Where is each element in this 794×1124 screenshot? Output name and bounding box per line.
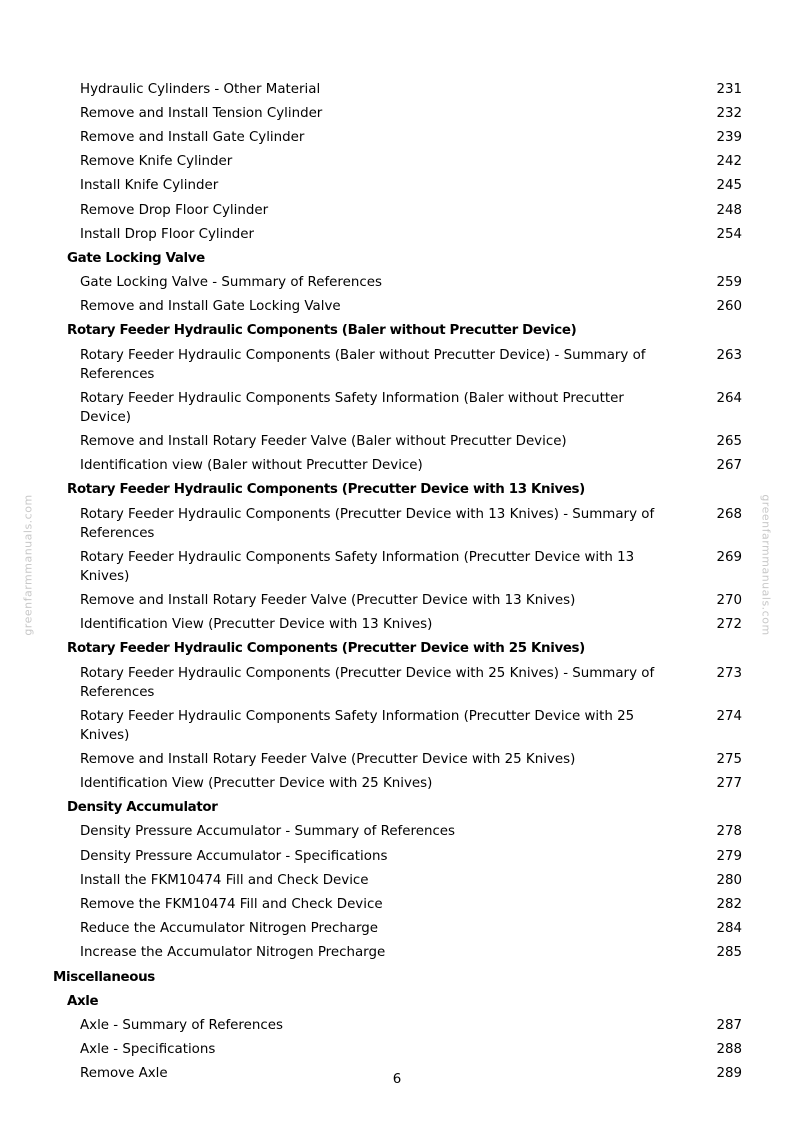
toc-title: Remove and Install Rotary Feeder Valve (Precutter Device with 13 Knives) xyxy=(80,592,576,608)
toc-section-heading xyxy=(0,637,794,661)
toc-page-number: 274 xyxy=(716,708,742,724)
toc-entry[interactable] xyxy=(0,125,794,149)
toc-title: Remove and Install Gate Locking Valve xyxy=(80,299,341,315)
toc-page-number: 231 xyxy=(716,81,742,97)
toc-entry[interactable] xyxy=(0,892,794,916)
toc-page-number: 259 xyxy=(716,275,742,291)
toc-entry[interactable] xyxy=(0,198,794,222)
toc-entry[interactable] xyxy=(0,271,794,295)
toc-entry[interactable] xyxy=(0,454,794,478)
toc-title: Rotary Feeder Hydraulic Components (Precutter Device with 13 Knives) - Summary of References xyxy=(80,506,655,541)
toc-title: Axle xyxy=(67,993,99,1009)
toc-title: Rotary Feeder Hydraulic Components Safety Information (Precutter Device with 25 Knives) xyxy=(80,708,635,743)
toc-title: Rotary Feeder Hydraulic Components (Precutter Device with 25 Knives) - Summary of References xyxy=(80,665,655,700)
toc-page-number: 272 xyxy=(716,617,742,633)
toc-page-number: 245 xyxy=(716,178,742,194)
toc-entry[interactable] xyxy=(0,295,794,319)
toc-title: Gate Locking Valve xyxy=(67,250,205,266)
toc-entry[interactable] xyxy=(0,174,794,198)
toc-title: Identification View (Precutter Device with 13 Knives) xyxy=(80,617,433,633)
toc-entry[interactable] xyxy=(0,77,794,101)
toc-title: Rotary Feeder Hydraulic Components Safety Information (Baler without Precutter Device) xyxy=(80,390,624,425)
toc-page-number: 275 xyxy=(716,751,742,767)
toc-title: Hydraulic Cylinders - Other Material xyxy=(80,81,321,97)
toc-page-number: 280 xyxy=(716,872,742,888)
toc-page-number: 284 xyxy=(716,921,742,937)
toc-page-number: 287 xyxy=(716,1017,742,1033)
toc-section-heading xyxy=(0,989,794,1013)
toc-entry[interactable] xyxy=(0,101,794,125)
toc-title: Miscellaneous xyxy=(53,969,155,985)
toc-page-number: 265 xyxy=(716,434,742,450)
toc-title: Rotary Feeder Hydraulic Components (Baler without Precutter Device) xyxy=(67,323,577,339)
toc-page-number: 278 xyxy=(716,824,742,840)
toc-entry[interactable] xyxy=(0,661,794,704)
toc-entry[interactable] xyxy=(0,1038,794,1062)
toc-page-number: 289 xyxy=(716,1066,742,1082)
toc-page-number: 279 xyxy=(716,848,742,864)
toc-title: Rotary Feeder Hydraulic Components (Precutter Device with 13 Knives) xyxy=(67,482,585,498)
toc-entry[interactable] xyxy=(0,343,794,386)
toc-entry[interactable] xyxy=(0,772,794,796)
toc-title: Axle - Specifications xyxy=(80,1042,216,1058)
toc-entry[interactable] xyxy=(0,613,794,637)
toc-entry[interactable] xyxy=(0,386,794,429)
toc-page-number: 242 xyxy=(716,154,742,170)
toc-page-number: 239 xyxy=(716,129,742,145)
toc-title: Reduce the Accumulator Nitrogen Precharge xyxy=(80,921,379,937)
page-number: 6 xyxy=(392,1072,402,1087)
toc-page-number: 254 xyxy=(716,226,742,242)
toc-entry[interactable] xyxy=(0,941,794,965)
toc-page-number: 282 xyxy=(716,897,742,913)
toc-title: Remove Axle xyxy=(80,1066,168,1082)
toc-section-heading xyxy=(0,478,794,502)
toc-page-number: 264 xyxy=(716,390,742,406)
toc-title: Axle - Summary of References xyxy=(80,1017,283,1033)
toc-page-number: 260 xyxy=(716,299,742,315)
toc-page-number: 263 xyxy=(716,347,742,363)
toc-title: Rotary Feeder Hydraulic Components (Precutter Device with 25 Knives) xyxy=(67,641,585,657)
watermark-right: greenfarmmanuals.com xyxy=(759,494,773,636)
toc-title: Density Pressure Accumulator - Specifications xyxy=(80,848,388,864)
toc-title: Remove Knife Cylinder xyxy=(80,154,233,170)
toc-title: Remove the FKM10474 Fill and Check Device xyxy=(80,897,383,913)
toc-title: Identification view (Baler without Precutter Device) xyxy=(80,458,423,474)
toc-page-number: 277 xyxy=(716,776,742,792)
toc-page-number: 285 xyxy=(716,945,742,961)
toc-title: Install Drop Floor Cylinder xyxy=(80,226,255,242)
toc-page-number: 269 xyxy=(716,549,742,565)
toc-section-heading xyxy=(0,796,794,820)
toc-page-number: 268 xyxy=(716,506,742,522)
toc-section-heading xyxy=(0,319,794,343)
toc-entry[interactable] xyxy=(0,747,794,771)
toc-title: Install the FKM10474 Fill and Check Device xyxy=(80,872,369,888)
toc-entry[interactable] xyxy=(0,222,794,246)
toc-title: Install Knife Cylinder xyxy=(80,178,219,194)
toc-page-number: 267 xyxy=(716,458,742,474)
toc-title: Remove and Install Rotary Feeder Valve (Precutter Device with 25 Knives) xyxy=(80,751,576,767)
toc-page-number: 288 xyxy=(716,1042,742,1058)
toc-entry[interactable] xyxy=(0,844,794,868)
toc-page-number: 270 xyxy=(716,592,742,608)
toc-page-number: 248 xyxy=(716,202,742,218)
toc-title: Rotary Feeder Hydraulic Components Safety Information (Precutter Device with 13 Knives) xyxy=(80,549,635,584)
table-of-contents xyxy=(0,77,794,1086)
toc-entry[interactable] xyxy=(0,917,794,941)
toc-page-number: 273 xyxy=(716,665,742,681)
toc-chapter-heading xyxy=(0,965,794,989)
toc-entry[interactable] xyxy=(0,545,794,588)
toc-entry[interactable] xyxy=(0,502,794,545)
toc-page-number: 232 xyxy=(716,105,742,121)
toc-section-heading xyxy=(0,246,794,270)
toc-entry[interactable] xyxy=(0,1013,794,1037)
toc-title: Remove Drop Floor Cylinder xyxy=(80,202,269,218)
toc-entry[interactable] xyxy=(0,588,794,612)
toc-title: Remove and Install Gate Cylinder xyxy=(80,129,305,145)
toc-entry[interactable] xyxy=(0,820,794,844)
toc-entry[interactable] xyxy=(0,704,794,747)
toc-title: Gate Locking Valve - Summary of References xyxy=(80,275,382,291)
toc-title: Rotary Feeder Hydraulic Components (Baler without Precutter Device) - Summary of References xyxy=(80,347,646,382)
toc-title: Remove and Install Tension Cylinder xyxy=(80,105,323,121)
toc-entry[interactable] xyxy=(0,429,794,453)
toc-title: Identification View (Precutter Device with 25 Knives) xyxy=(80,776,433,792)
watermark-left: greenfarmmanuals.com xyxy=(21,494,35,636)
toc-title: Density Accumulator xyxy=(67,800,218,816)
toc-title: Density Pressure Accumulator - Summary of References xyxy=(80,824,456,840)
toc-title: Remove and Install Rotary Feeder Valve (Baler without Precutter Device) xyxy=(80,434,567,450)
toc-title: Increase the Accumulator Nitrogen Precharge xyxy=(80,945,386,961)
toc-entry[interactable] xyxy=(0,868,794,892)
toc-entry[interactable] xyxy=(0,150,794,174)
